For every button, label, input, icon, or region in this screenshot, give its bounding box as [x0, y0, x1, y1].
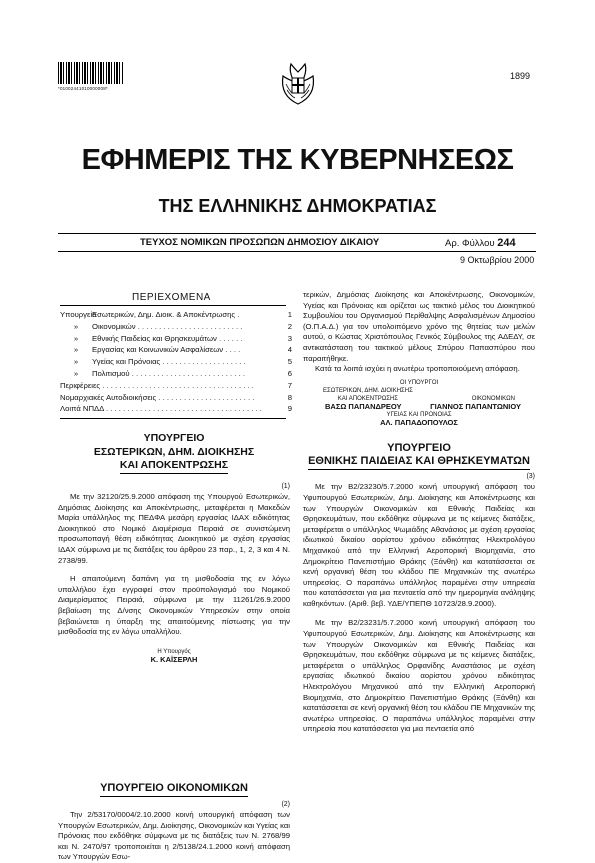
- toc-row: Υπουργείο Εσωτερικών, Δημ. Διοικ. & Αποκέντρωσης . 1: [60, 310, 292, 319]
- decision-paragraph: Με την Β2/23230/5.7.2000 κοινή υπουργική απόφαση του Υφυπουργού Εσωτερικών, Δημ. Διοίκησης και Αποκέντρωσης και των Υπουργών Οικονομικών και Εθνικής Παιδείας και Θρησκευμάτων, που εκδόθηκε σύμφωνα με τις κείμενες διατάξεις, μεταφέρεται ο υπάλληλος Ψωμιάδης Αθανάσιος με σχέση εργασίας ιδιωτικού δικαίου αορίστου χρόνου ειδικότητας Ηλεκτρολόγου Μηχανικού από την Ελληνική Αεροπορική Βιομηχανία, στο Δημοκρίτειο Πανεπιστήμιο Θράκης (Ξάνθη) και κατατάσσεται σε κενή οργανική θέση του κλάδου ΠΕ Μηχανικών της ανωτέρω υπηρεσίας. Ο παραπάνω υπάλληλος παραμένει στην υπηρεσία που κατατάσσεται για μια πενταετία από την ημερομηνία ανάληψης καθηκόντων. (Αριθ. βεβ. ΥΔΕ/ΥΠΕΠΘ 10723/28.9.2000).: [303, 482, 535, 608]
- decision-paragraph: Κατά τα λοιπά ισχύει η ανωτέρω τροποποιούμενη απόφαση.: [315, 364, 520, 374]
- item-number: (2): [281, 800, 290, 808]
- toc-row: Νομαρχιακές Αυτοδιοικήσεις . . . . . . . . . . . . . . . . . . . . . . . 8: [60, 392, 292, 402]
- toc-rule-top: [60, 305, 286, 306]
- item-number: (3): [526, 472, 535, 480]
- ministry-heading: ΥΠΟΥΡΓΕΙΟ ΕΘΝΙΚΗΣ ΠΑΙΔΕΙΑΣ ΚΑΙ ΘΡΗΣΚΕΥΜΑΤΩΝ: [303, 442, 535, 470]
- right-column: [303, 290, 535, 735]
- toc-row: Περιφέρειες . . . . . . . . . . . . . . . . . . . . . . . . . . . . . . . . . . . . 7: [60, 380, 292, 390]
- decision-paragraph: Με την Β2/23231/5.7.2000 κοινή υπουργική απόφαση του Υφυπουργού Εσωτερικών, Δημ. Διοίκησης και Αποκέντρωσης και των Υπουργών Οικονομικών και Εθνικής Παιδείας και Θρησκευμάτων, που εκδόθηκε σύμφωνα με τις κείμενες διατάξεις, μεταφέρεται ο υπάλληλος Ορφανίδης Αναστάσιος με σχέση εργασίας ιδιωτικού δικαίου αορίστου χρόνου ειδικότητας Ηλεκτρολόγου Μηχανικού από την Ελληνική Αεροπορική Βιομηχανία, στο Δημοκρίτειο Πανεπιστήμιο Θράκης (Ξάνθη) και κατατάσσεται σε κενή οργανική θέση του κλάδου ΠΕ Μηχανικών της ανωτέρω υπηρεσίας. Ο παραπάνω υπάλληλος παραμένει στην υπηρεσία που κατατάσσεται για μια πενταετία από: [303, 618, 535, 734]
- header-rule-top: [58, 233, 536, 234]
- ministry-heading: ΥΠΟΥΡΓΕΙΟ ΕΣΩΤΕΡΙΚΩΝ, ΔΗΜ. ΔΙΟΙΚΗΣΗΣ ΚΑΙ ΑΠΟΚΕΝΤΡΩΣΗΣ: [58, 432, 290, 474]
- decision-paragraph: Η απαιτούμενη δαπάνη για τη μισθοδοσία της εν λόγω υπαλλήλου έχει εγγραφεί στον προϋπολογισμό του Νομικού Διαμερίσματος Πειραιά, σύμφωνα με την 11261/26.9.2000 βεβαίωση της Δ/νσης Οικονομικών Υπηρεσιών στην οποία βεβαιώνεται η ύπαρξη της απαιτούμενης πίστωσης για την μισθοδοσία της εν λόγω υπαλλήλου.: [58, 574, 290, 637]
- coat-of-arms-icon: [277, 60, 319, 108]
- toc-row: » Οικονομικών . . . . . . . . . . . . . . . . . . . . . . . . . 2: [73, 321, 292, 331]
- toc-row: » Υγείας και Πρόνοιας . . . . . . . . . . . . . . . . . . . . 5: [73, 357, 292, 367]
- page-number: 1899: [510, 71, 531, 81]
- toc-rule-bottom: [60, 418, 286, 419]
- ministry-finance-section: [58, 782, 290, 863]
- sheet-number: 244: [497, 237, 516, 249]
- decision-paragraph: Με την 32120/25.9.2000 απόφαση της Υπουργού Εσωτερικών, Δημόσιας Διοίκησης και Αποκέντρωσης, μεταφέρεται η Μακεδών Μαρία υπάλληλος της ΠΕΔΦΑ μεσάρη εργασίας ΙΔΑΧ ειδικότητας Διοικητικού στο Νομικό Διαμέρισμα Πειραιά σε συνιστώμενη προσωποπαγή θέση ειδικότητας Διοικητικού με σχέση εργασίας ΙΔΑΧ σύμφωνα με τις διατάξεις του άρθρου 23 παρ., 1, 2, 3 και 4 Ν. 2738/99.: [58, 492, 290, 565]
- decision-paragraph: τερικών, Δημόσιας Διοίκησης και Αποκέντρωσης, Οικονομικών, Υγείας και Πρόνοιας και ορίζεται ως τακτικό μέλος του Διοικητικού Συμβουλίου του Οργανισμού Περίθαλψης Ασφαλισμένων Δημοσίου (Ο.Π.Α.Δ.) για τον υπολοιπόμενο χρόνο της θητείας των μελών αυτού, ο Κώστας Χριστόπουλος Γενικός Σύμβουλος της ΑΔΕΔΥ, σε αντικατάσταση του τακτικού μέλους Σπύρου Παπασπύρου που παραιτήθηκε.: [303, 290, 535, 363]
- barcode-number: *01002441010000008*: [58, 86, 108, 91]
- ministry-interior-section: [58, 432, 290, 665]
- sheet-number-block: [445, 237, 516, 249]
- header-rule-bottom: [58, 251, 536, 252]
- toc-row: » Πολιτισμού . . . . . . . . . . . . . . . . . . . . . . . . . . . 6: [73, 368, 292, 378]
- signature-block: ΟΙ ΥΠΟΥΡΓΟΙ ΕΣΩΤΕΡΙΚΩΝ, ΔΗΜ. ΔΙΟΙΚΗΣΗΣ ΚΑΙ ΑΠΟΚΕΝΤΡΩΣΗΣ ΟΙΚΟΝΟΜΙΚΩΝ ΒΑΣΩ ΠΑΠΑΝΔΡΕΟΥ ΓΙΑΝΝΟΣ ΠΑΠΑΝΤΩΝΙΟΥ ΥΓΕΙΑΣ ΚΑΙ ΠΡΟΝΟΙΑΣ ΑΛ. ΠΑΠΑΔΟΠΟΥΛΟΣ: [323, 379, 521, 427]
- series-label: ΤΕΥΧΟΣ ΝΟΜΙΚΩΝ ΠΡΟΣΩΠΩΝ ΔΗΜΟΣΙΟΥ ΔΙΚΑΙΟΥ: [140, 237, 380, 248]
- ministry-heading: ΥΠΟΥΡΓΕΙΟ ΟΙΚΟΝΟΜΙΚΩΝ: [58, 782, 290, 797]
- item-number: (1): [281, 482, 290, 490]
- barcode: [58, 62, 124, 84]
- toc-row: » Εθνικής Παιδείας και Θρησκευμάτων . . . . . . 3: [73, 333, 292, 343]
- toc-heading: ΠΕΡΙΕΧΟΜΕΝΑ: [132, 292, 211, 303]
- toc-row: » Εργασίας και Κοινωνικών Ασφαλίσεων . . . . 4: [73, 345, 292, 355]
- sheet-label: Αρ. Φύλλου: [445, 238, 495, 249]
- signature-block: Η Υπουργός Κ. ΚΑΪΣΕΡΛΗ: [150, 648, 198, 664]
- issue-date: 9 Οκτωβρίου 2000: [460, 255, 535, 265]
- toc-row: Λοιπά ΝΠΔΔ . . . . . . . . . . . . . . . . . . . . . . . . . . . . . . . . . . . . . 9: [60, 404, 292, 414]
- gazette-subtitle: ΤΗΣ ΕΛΛΗΝΙΚΗΣ ΔΗΜΟΚΡΑΤΙΑΣ: [158, 196, 437, 216]
- decision-paragraph: Την 2/53170/0004/2.10.2000 κοινή υπουργική απόφαση των Υπουργών Εσωτερικών, Δημ. Διοίκησης, Οικονομικών και Υγείας και Πρόνοιας που εκδόθηκε σύμφωνα με τις διατάξεις των Ν. 2768/99 και Ν. 2470/97 τροποποιείται η 2/5138/24.1.2000 κοινή απόφαση των Υπουργών Εσω-: [58, 810, 290, 862]
- gazette-title: ΕΦΗΜΕΡΙΣ ΤΗΣ ΚΥΒΕΡΝΗΣΕΩΣ: [81, 144, 514, 176]
- table-of-contents: [60, 310, 292, 416]
